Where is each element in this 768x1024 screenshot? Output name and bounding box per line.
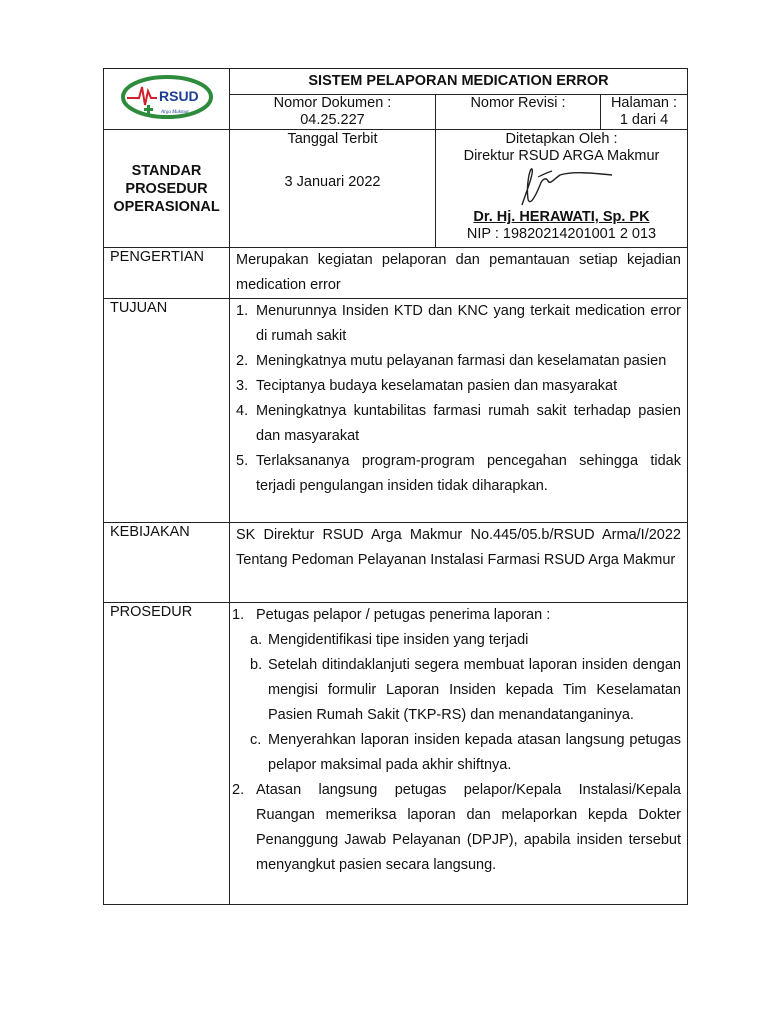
page-cell bbox=[601, 95, 688, 130]
sop-label-line2: PROSEDUR bbox=[125, 180, 208, 197]
tujuan-item: 1. Menurunnya Insiden KTD dan KNC yang terkait medication error di rumah sakit bbox=[236, 303, 681, 344]
document-title: SISTEM PELAPORAN MEDICATION ERROR bbox=[230, 69, 688, 95]
logo-text: RSUD bbox=[158, 87, 199, 104]
tujuan-item: 4. Meningkatnya kuntabilitas farmasi rumah sakit terhadap pasien dan masyarakat bbox=[236, 403, 681, 444]
doc-number-label: Nomor Dokumen : bbox=[273, 95, 392, 111]
prosedur-list bbox=[230, 603, 688, 905]
issue-date-value: 3 Januari 2022 bbox=[284, 174, 381, 190]
prosedur-label: PROSEDUR bbox=[104, 603, 230, 905]
approval-cell bbox=[436, 130, 688, 248]
tujuan-item: 3. Teciptanya budaya keselamatan pasien dan masyarakat bbox=[236, 378, 618, 394]
prosedur-substep: a. Mengidentifikasi tipe insiden yang terjadi bbox=[250, 632, 529, 648]
issue-date-label: Tanggal Terbit bbox=[287, 131, 378, 147]
tujuan-list bbox=[230, 299, 688, 523]
logo-subtext: Arga Makmur bbox=[160, 109, 189, 115]
revision-cell bbox=[436, 95, 601, 130]
prosedur-substep: b. Setelah ditindaklanjuti segera membuat laporan insiden dengan mengisi formulir Laporan Insiden kepada Tim Keselamatan Pasien Rumah Sakit (TKP-RS) dan menandatanganinya. bbox=[250, 657, 681, 723]
tujuan-item: 2. Meningkatnya mutu pelayanan farmasi dan keselamatan pasien bbox=[236, 353, 667, 369]
kebijakan-text: SK Direktur RSUD Arga Makmur No.445/05.b/RSUD Arma/I/2022 Tentang Pedoman Pelayanan Instalasi Farmasi RSUD Arga Makmur bbox=[230, 523, 688, 603]
sop-table bbox=[103, 68, 688, 905]
prosedur-step: 2. Atasan langsung petugas pelapor/Kepala Instalasi/Kepala Ruangan memeriksa laporan dan melaporkan kepda Dokter Penanggung Jawab Pelayanan (DPJP), apabila insiden tersebut menyangkut pasien secara langsung. bbox=[232, 782, 681, 873]
handwritten-signature bbox=[482, 165, 642, 209]
doc-number-value: 04.25.227 bbox=[300, 112, 365, 128]
sop-label-line3: OPERASIONAL bbox=[113, 198, 220, 215]
hospital-logo-cell bbox=[104, 69, 230, 130]
sop-label-line1: STANDAR bbox=[131, 162, 202, 179]
rsud-logo bbox=[117, 71, 217, 123]
kebijakan-label: KEBIJAKAN bbox=[104, 523, 230, 603]
sop-label-cell bbox=[104, 130, 230, 248]
signer-nip: NIP : 19820214201001 2 013 bbox=[466, 226, 657, 242]
signer-name: Dr. Hj. HERAWATI, Sp. PK bbox=[473, 209, 650, 225]
pengertian-label: PENGERTIAN bbox=[104, 248, 230, 299]
issue-date-cell bbox=[230, 130, 436, 248]
pengertian-text: Merupakan kegiatan pelaporan dan pemantauan setiap kejadian medication error bbox=[230, 248, 688, 299]
established-by-label: Ditetapkan Oleh : bbox=[505, 131, 618, 147]
doc-number-cell bbox=[230, 95, 436, 130]
page-value: 1 dari 4 bbox=[619, 112, 669, 128]
revision-label: Nomor Revisi : bbox=[470, 95, 566, 111]
prosedur-substep: c. Menyerahkan laporan insiden kepada atasan langsung petugas pelapor maksimal pada akhir shiftnya. bbox=[250, 732, 681, 773]
page-label: Halaman : bbox=[610, 95, 678, 111]
tujuan-item: 5. Terlaksananya program-program pencegahan sehingga tidak terjadi pengulangan insiden tidak diharapkan. bbox=[236, 453, 681, 494]
sop-document bbox=[103, 68, 687, 904]
established-by-title: Direktur RSUD ARGA Makmur bbox=[463, 148, 660, 164]
tujuan-label: TUJUAN bbox=[104, 299, 230, 523]
prosedur-step: 1. Petugas pelapor / petugas penerima laporan : bbox=[232, 607, 551, 623]
